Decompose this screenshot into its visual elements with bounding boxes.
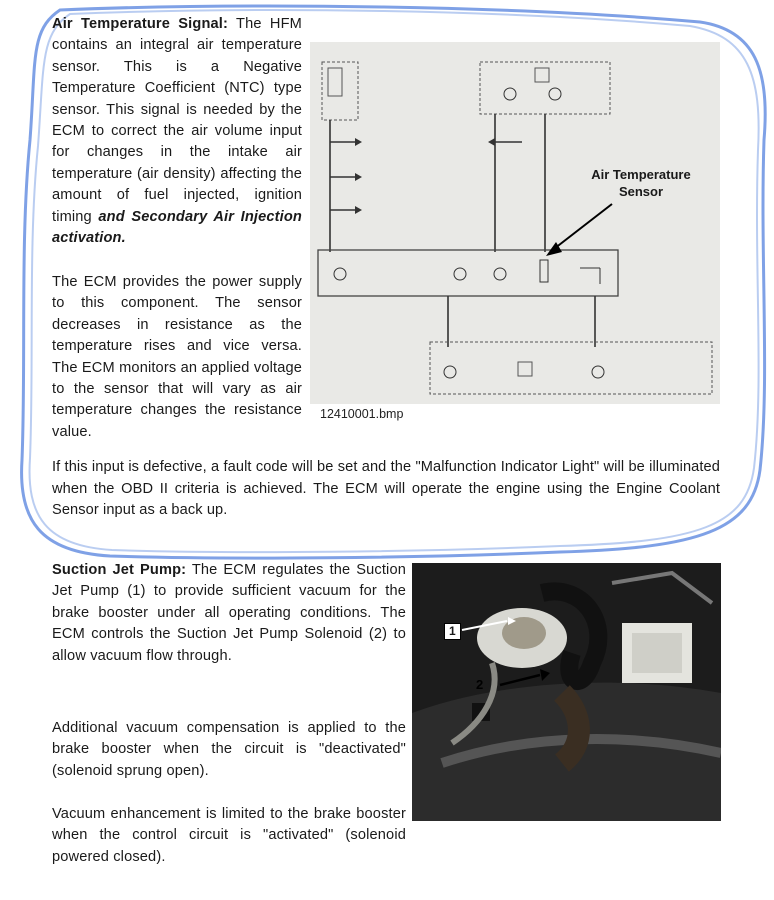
suction-jet-intro: The ECM regulates the Suction Jet Pump (1) to provide sufficient vacuum for the brake booster under all operating conditions. The ECM controls the Suction Jet Pump Solenoid (2) to allow vacuum flow through. xyxy=(52,562,406,664)
wiring-diagram xyxy=(310,42,720,404)
vacuum-enhancement-paragraph: Vacuum enhancement is limited to the brake booster when the control circuit is "activated" (solenoid powered closed). xyxy=(52,806,406,865)
section-heading-air-temp: Air Temperature Signal: xyxy=(52,16,228,32)
section-heading-suction-jet: Suction Jet Pump: xyxy=(52,562,187,578)
sensor-label-line2: Sensor xyxy=(618,184,664,199)
air-temp-sensor-label xyxy=(576,166,706,200)
callout-2: 2 xyxy=(476,677,484,692)
wiring-diagram-drawing xyxy=(310,42,720,404)
engine-bay-illustration xyxy=(412,563,721,821)
engine-bay-photo xyxy=(412,563,721,821)
sensor-label-line1: Air Temperature xyxy=(591,167,691,182)
ecm-power-paragraph: The ECM provides the power supply to this component. The sensor decreases in resistance as the temperature rises and vice versa. The ECM monitors an applied voltage to the sensor that will vary as air temperature changes the resistance value. xyxy=(52,274,302,440)
vacuum-compensation-paragraph: Additional vacuum compensation is applied to the brake booster when the circuit is "deactivated" (solenoid sprung open). xyxy=(52,720,406,779)
callout-1: 1 xyxy=(444,623,461,640)
air-temp-intro: The HFM contains an integral air temperature sensor. This is a Negative Temperature Coefficient (NTC) type sensor. This signal is needed by the ECM to correct the air volume input for changes in the intake air temperature (air density) affecting the amount of fuel injected, ignition timing xyxy=(52,16,302,225)
fault-code-paragraph: If this input is defective, a fault code will be set and the "Malfunction Indicator Light" will be illuminated when the OBD II criteria is achieved. The ECM will operate the engine using the Engine Coolant Sensor input as a back up. xyxy=(52,459,720,519)
suction-jet-description xyxy=(52,560,406,667)
air-temp-emphasis: and Secondary Air Injection activation. xyxy=(52,208,302,247)
diagram-caption: 12410001.bmp xyxy=(320,407,404,421)
air-temp-description xyxy=(52,14,302,249)
